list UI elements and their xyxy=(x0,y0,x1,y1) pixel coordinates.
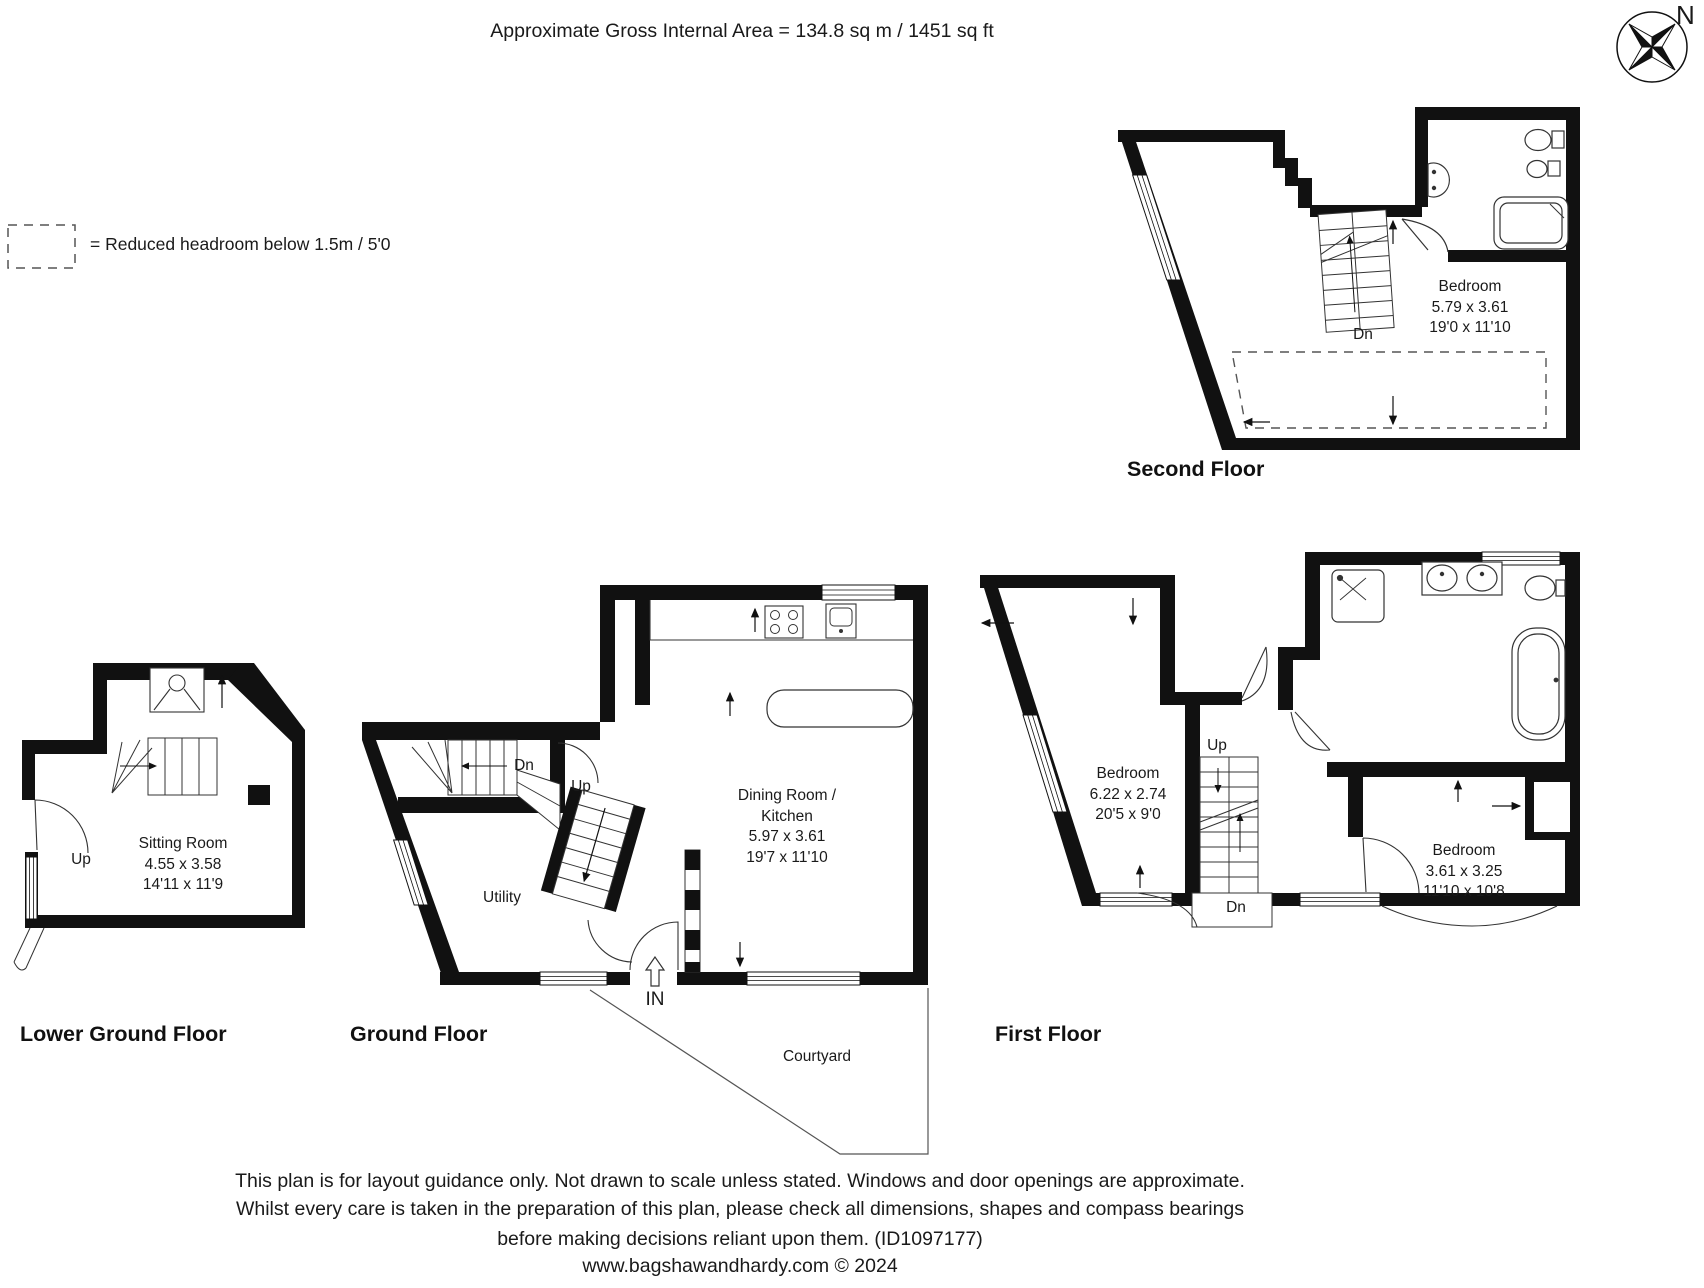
room-name: Bedroom xyxy=(1432,842,1496,859)
room-name: Bedroom xyxy=(1096,765,1160,782)
room-dims-ft: 19'7 x 11'10 xyxy=(746,848,828,866)
room-name-line1: Dining Room / xyxy=(737,787,837,804)
page-title: Approximate Gross Internal Area = 134.8 sq m / 1451 sq ft xyxy=(490,20,994,42)
legend-text: = Reduced headroom below 1.5m / 5'0 xyxy=(90,234,391,254)
stair-label-dn-first: Dn xyxy=(1226,899,1246,916)
room-name: Bedroom xyxy=(1438,278,1502,295)
floor-label-lower-ground: Lower Ground Floor xyxy=(20,1022,227,1046)
room-name-line2: Kitchen xyxy=(761,807,813,825)
floor-label-ground: Ground Floor xyxy=(350,1022,488,1046)
bathroom-fixtures-second xyxy=(1428,130,1568,250)
disclaimer-line-3: before making decisions reliant upon them. (ID1097177) xyxy=(497,1228,983,1250)
room-dims-ft: 14'11 x 11'9 xyxy=(142,876,224,893)
entrance-arrow-icon xyxy=(646,957,664,986)
stair-label-up-ground: Up xyxy=(571,778,591,795)
legend-reduced-headroom-swatch xyxy=(8,225,75,268)
room-dims-ft: 11'10 x 10'8 xyxy=(1423,883,1505,900)
room-label-utility: Utility xyxy=(483,889,521,906)
stair-label-dn-ground: Dn xyxy=(514,757,534,774)
room-label-dining-kitchen xyxy=(738,786,836,868)
room-dims-m: 5.97 x 3.61 xyxy=(748,828,826,845)
courtyard-label: Courtyard xyxy=(782,1048,852,1065)
room-dims-ft: 19'0 x 11'10 xyxy=(1429,319,1511,336)
room-name: Sitting Room xyxy=(138,835,228,852)
entrance-label: IN xyxy=(645,989,665,1010)
room-dims-m: 4.55 x 3.58 xyxy=(144,855,222,873)
room-label-sitting xyxy=(139,834,228,896)
chimney-block xyxy=(248,785,270,805)
disclaimer-line-2: Whilst every care is taken in the preparation of this plan, please check all dimensions, shapes and compass bearings xyxy=(235,1198,1245,1220)
ground-floor-plan xyxy=(362,585,928,1154)
compass-north-label: N xyxy=(1676,0,1695,30)
bathroom-fixtures-first xyxy=(1332,562,1565,740)
stair-label-dn-second: Dn xyxy=(1353,326,1373,343)
stair-label-up-lower: Up xyxy=(71,851,91,868)
courtyard-boundary xyxy=(590,988,928,1154)
lower-ground-floor-plan xyxy=(14,663,305,970)
room-label-bedroom1-first xyxy=(1090,764,1167,826)
room-dims-m: 5.79 x 3.61 xyxy=(1431,298,1509,316)
room-label-bedroom-second xyxy=(1429,277,1510,339)
disclaimer-line-4: www.bagshawandhardy.com © 2024 xyxy=(582,1255,898,1277)
floor-label-first: First Floor xyxy=(995,1022,1102,1046)
room-dims-m: 6.22 x 2.74 xyxy=(1089,785,1167,803)
room-label-bedroom2-first xyxy=(1423,841,1504,903)
stair-label-up-first: Up xyxy=(1207,737,1227,754)
floor-label-second: Second Floor xyxy=(1127,457,1265,481)
room-dims-m: 3.61 x 3.25 xyxy=(1425,862,1503,880)
disclaimer-line-1: This plan is for layout guidance only. Not drawn to scale unless stated. Windows and door openings are approximate. xyxy=(235,1170,1245,1192)
room-dims-ft: 20'5 x 9'0 xyxy=(1095,806,1161,823)
